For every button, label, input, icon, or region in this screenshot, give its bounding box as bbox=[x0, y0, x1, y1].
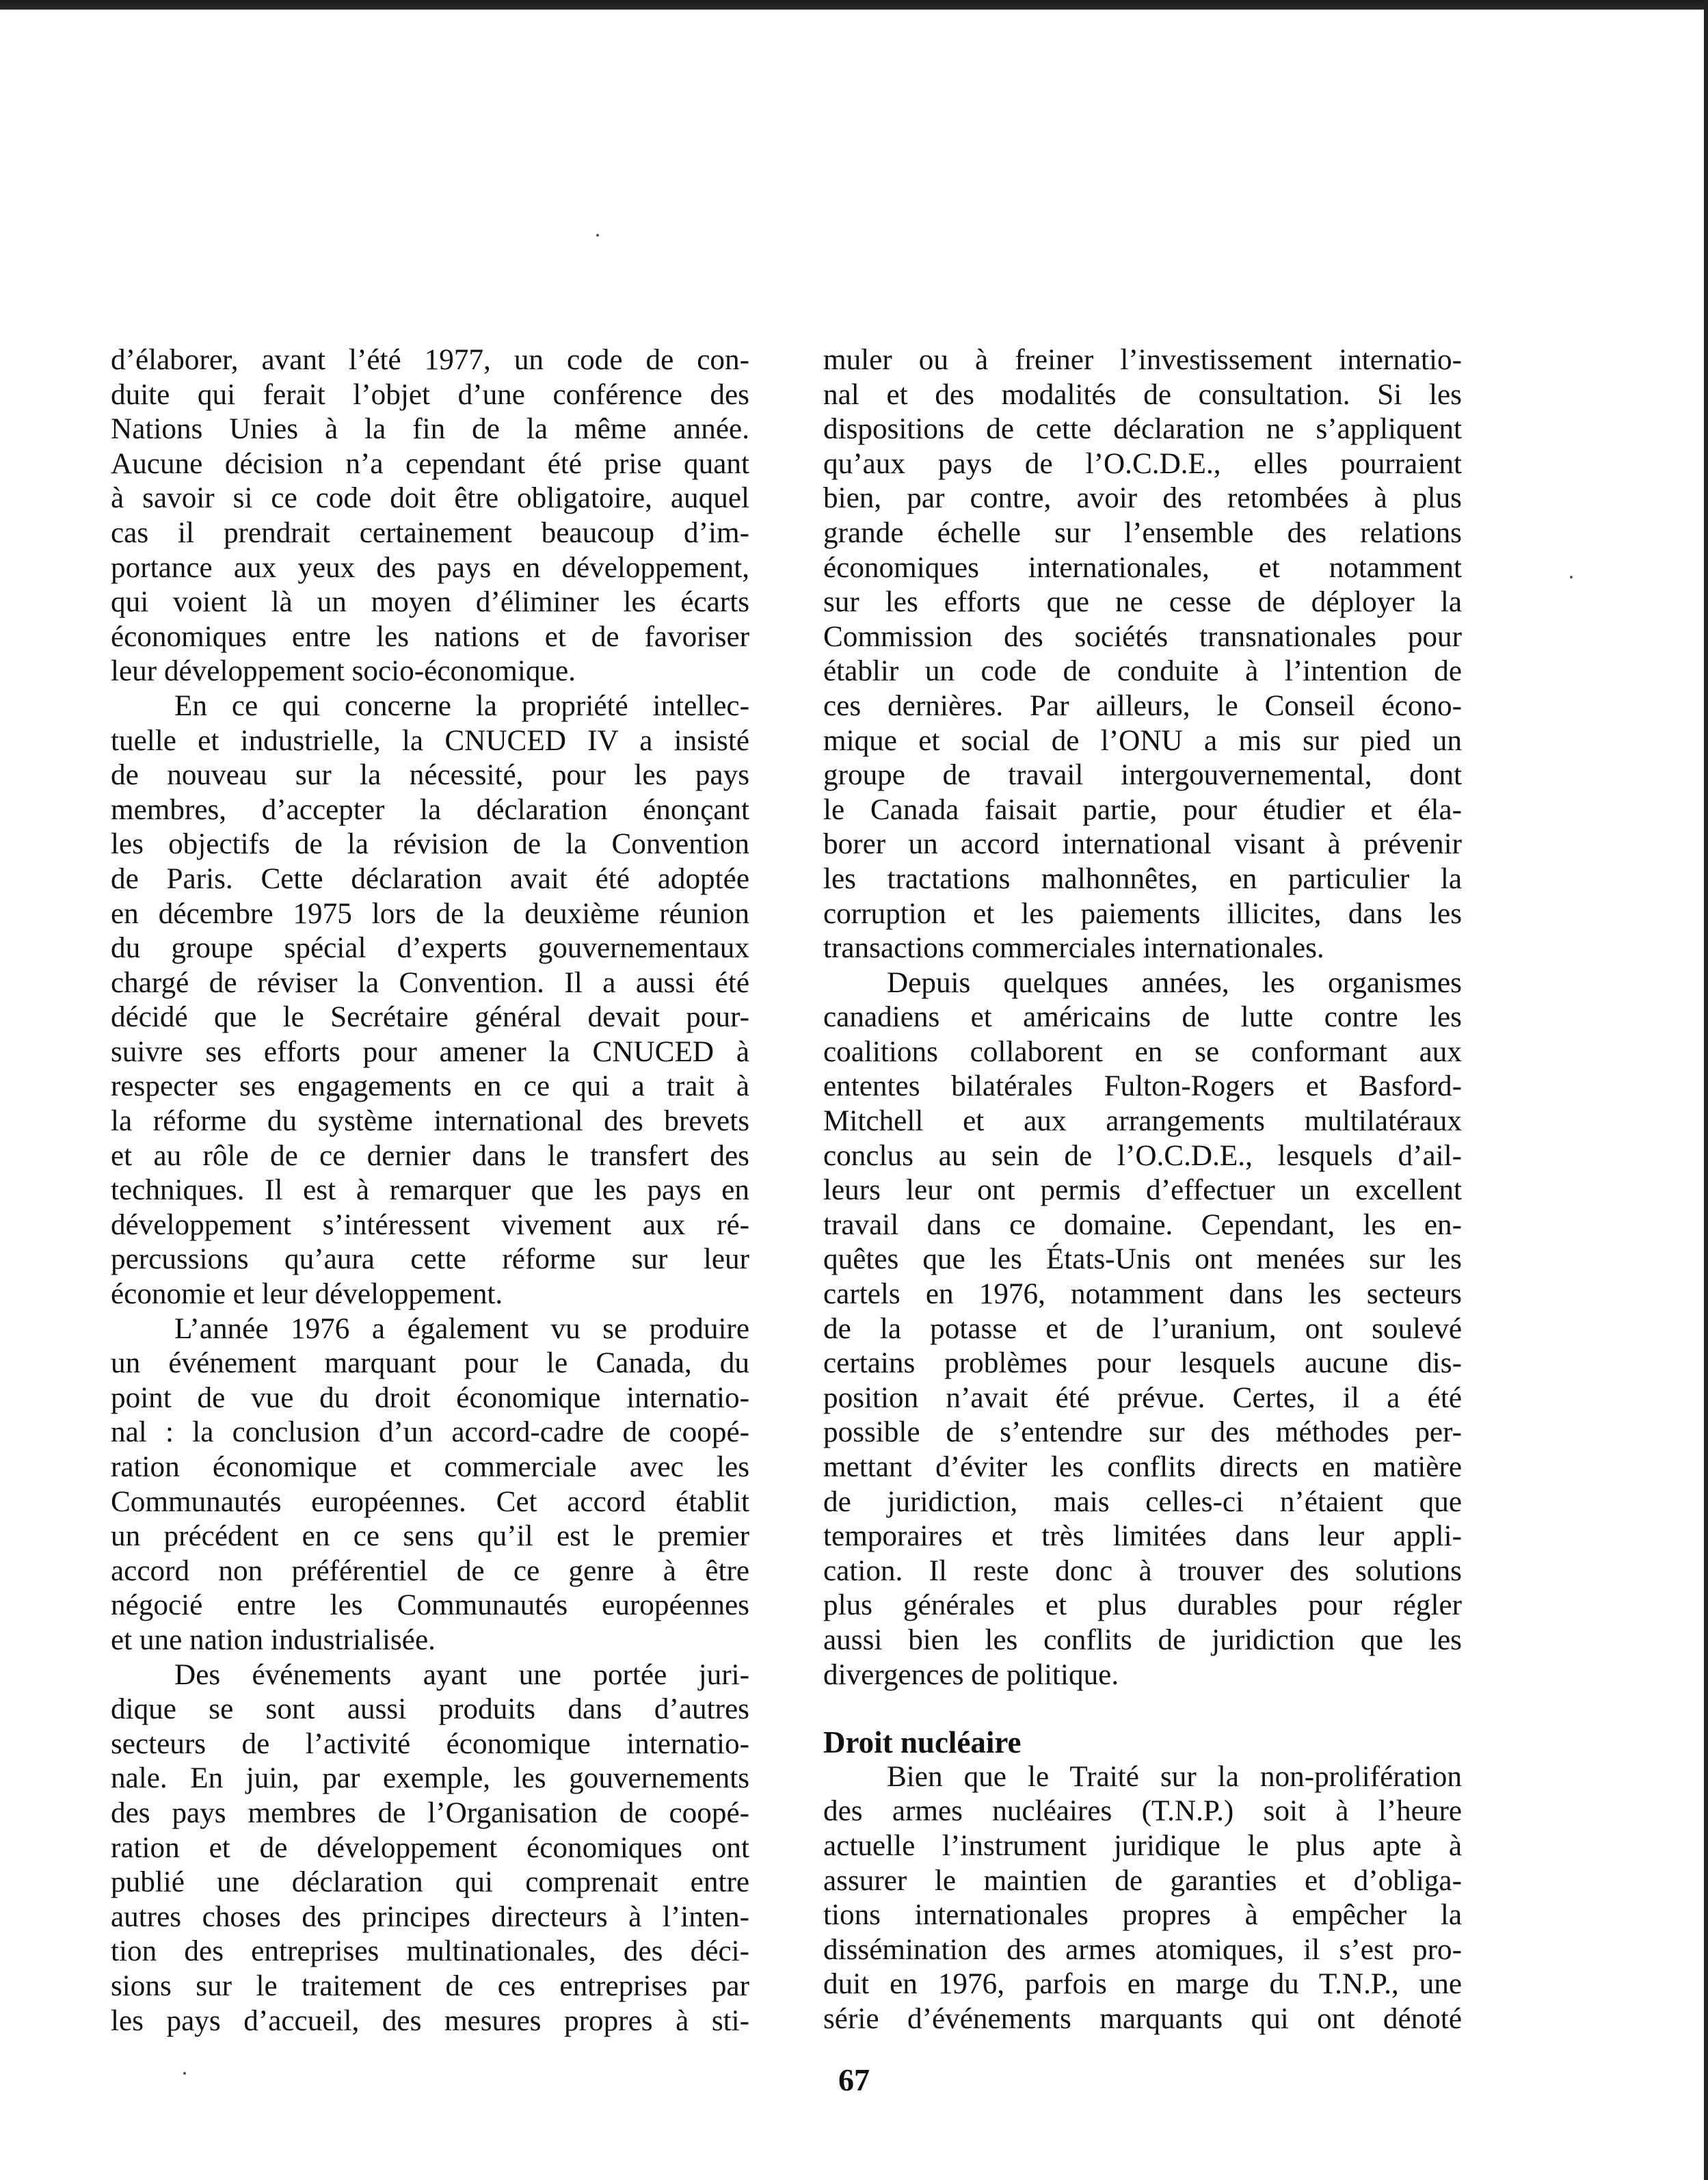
text-line: duite qui ferait l’objet d’une conférence des bbox=[111, 378, 749, 411]
text-line: nal : la conclusion d’un accord-cadre de coopé- bbox=[111, 1416, 749, 1449]
text-line: dissémination des armes atomiques, il s’est pro- bbox=[823, 1933, 1462, 1966]
text-line: d’élaborer, avant l’été 1977, un code de con- bbox=[111, 344, 749, 376]
text-line: leur développement socio-économique. bbox=[111, 655, 576, 688]
text-line: accord non préférentiel de ce genre à être bbox=[111, 1554, 749, 1587]
page-number: 67 bbox=[838, 2062, 870, 2097]
text-line: membres, d’accepter la déclaration énonçant bbox=[111, 793, 749, 826]
text-line: ration économique et commerciale avec les bbox=[111, 1451, 749, 1483]
text-line: quêtes que les États-Unis ont menées sur les bbox=[823, 1243, 1462, 1276]
right-column-part-2 bbox=[823, 1760, 1462, 2037]
text-line: du groupe spécial d’experts gouvernementaux bbox=[111, 932, 749, 965]
text-line: ces dernières. Par ailleurs, le Conseil écono- bbox=[823, 689, 1462, 722]
text-line: Bien que le Traité sur la non-prolifération bbox=[887, 1760, 1462, 1793]
text-line: certains problèmes pour lesquels aucune dis- bbox=[823, 1347, 1462, 1380]
text-line: respecter ses engagements en ce qui a trait à bbox=[111, 1070, 749, 1103]
text-line: muler ou à freiner l’investissement internatio- bbox=[823, 344, 1462, 376]
right-column bbox=[823, 343, 1462, 2037]
text-line: développement s’intéressent vivement aux ré- bbox=[111, 1208, 749, 1241]
text-line: série d’événements marquants qui ont dénoté bbox=[823, 2002, 1462, 2035]
section-heading: Droit nucléaire bbox=[823, 1725, 1022, 1760]
text-line: percussions qu’aura cette réforme sur leur bbox=[111, 1243, 749, 1276]
text-line: de la potasse et de l’uranium, ont soulevé bbox=[823, 1312, 1462, 1345]
text-line: nale. En juin, par exemple, les gouvernements bbox=[111, 1762, 749, 1795]
text-line: plus générales et plus durables pour régler bbox=[823, 1589, 1462, 1622]
text-line: économiques internationales, et notamment bbox=[823, 551, 1462, 584]
text-line: de juridiction, mais celles-ci n’étaient que bbox=[823, 1485, 1462, 1518]
text-line: qui voient là un moyen d’éliminer les écarts bbox=[111, 586, 749, 619]
scan-speck bbox=[1570, 576, 1573, 579]
text-line: sions sur le traitement de ces entreprises par bbox=[111, 1969, 749, 2002]
text-line: divergences de politique. bbox=[823, 1658, 1119, 1691]
text-line: L’année 1976 a également vu se produire bbox=[174, 1312, 749, 1345]
text-line: la réforme du système international des brevets bbox=[111, 1105, 749, 1138]
text-line: possible de s’entendre sur des méthodes per- bbox=[823, 1416, 1462, 1449]
text-line: Des événements ayant une portée juri- bbox=[174, 1658, 749, 1691]
text-line: décidé que le Secrétaire général devait pour- bbox=[111, 1001, 749, 1034]
text-line: un précédent en ce sens qu’il est le premier bbox=[111, 1520, 749, 1553]
text-line: à savoir si ce code doit être obligatoire, auquel bbox=[111, 482, 749, 515]
text-line: assurer le maintien de garanties et d’obliga- bbox=[823, 1864, 1462, 1897]
text-line: tuelle et industrielle, la CNUCED IV a insisté bbox=[111, 724, 749, 757]
text-line: actuelle l’instrument juridique le plus apte à bbox=[823, 1829, 1462, 1862]
scan-border-top bbox=[0, 0, 1708, 10]
text-line: conclus au sein de l’O.C.D.E., lesquels d’ail- bbox=[823, 1139, 1462, 1172]
text-line: publié une déclaration qui comprenait entre bbox=[111, 1866, 749, 1899]
right-column-part-1 bbox=[823, 343, 1462, 1692]
text-line: techniques. Il est à remarquer que les pays en bbox=[111, 1174, 749, 1207]
text-line: le Canada faisait partie, pour étudier et éla- bbox=[823, 793, 1462, 826]
text-line: suivre ses efforts pour amener la CNUCED à bbox=[111, 1035, 749, 1068]
text-line: travail dans ce domaine. Cependant, les en- bbox=[823, 1208, 1462, 1241]
text-line: temporaires et très limitées dans leur appli- bbox=[823, 1520, 1462, 1553]
text-line: cas il prendrait certainement beaucoup d’im- bbox=[111, 516, 749, 549]
text-line: tion des entreprises multinationales, des déci- bbox=[111, 1935, 749, 1968]
text-line: Commission des sociétés transnationales pour bbox=[823, 620, 1462, 653]
text-line: et une nation industrialisée. bbox=[111, 1623, 436, 1656]
text-line: ententes bilatérales Fulton-Rogers et Basford- bbox=[823, 1070, 1462, 1103]
text-line: dispositions de cette déclaration ne s’appliquent bbox=[823, 413, 1462, 446]
text-line: ration et de développement économiques ont bbox=[111, 1831, 749, 1864]
text-line: mique et social de l’ONU a mis sur pied un bbox=[823, 724, 1462, 757]
text-line: négocié entre les Communautés européennes bbox=[111, 1589, 749, 1622]
left-column bbox=[111, 343, 749, 2038]
text-line: Depuis quelques années, les organismes bbox=[887, 966, 1462, 999]
text-line: qu’aux pays de l’O.C.D.E., elles pourraient bbox=[823, 447, 1462, 480]
text-line: aussi bien les conflits de juridiction que les bbox=[823, 1623, 1462, 1656]
text-line: tions internationales propres à empêcher la bbox=[823, 1899, 1462, 1932]
text-line: chargé de réviser la Convention. Il a aussi été bbox=[111, 966, 749, 999]
text-line: secteurs de l’activité économique internatio- bbox=[111, 1727, 749, 1760]
text-line: économiques entre les nations et de favoriser bbox=[111, 620, 749, 653]
text-line: Communautés européennes. Cet accord établit bbox=[111, 1485, 749, 1518]
section-gap bbox=[823, 1692, 1462, 1725]
text-line: les pays d’accueil, des mesures propres à sti- bbox=[111, 2004, 749, 2037]
text-line: de Paris. Cette déclaration avait été adoptée bbox=[111, 862, 749, 895]
text-line: les objectifs de la révision de la Convention bbox=[111, 828, 749, 861]
text-line: Nations Unies à la fin de la même année. bbox=[111, 413, 749, 446]
text-line: dique se sont aussi produits dans d’autres bbox=[111, 1693, 749, 1726]
text-line: les tractations malhonnêtes, en particulier la bbox=[823, 862, 1462, 895]
text-line: économie et leur développement. bbox=[111, 1278, 503, 1311]
text-line: autres choses des principes directeurs à l’inten- bbox=[111, 1900, 749, 1933]
text-line: établir un code de conduite à l’intention de bbox=[823, 655, 1462, 688]
text-line: sur les efforts que ne cesse de déployer la bbox=[823, 586, 1462, 619]
text-line: coalitions collaborent en se conformant aux bbox=[823, 1035, 1462, 1068]
scan-border-right bbox=[1704, 0, 1708, 2180]
text-line: corruption et les paiements illicites, dans les bbox=[823, 897, 1462, 930]
text-line: nal et des modalités de consultation. Si les bbox=[823, 378, 1462, 411]
text-line: des armes nucléaires (T.N.P.) soit à l’heure bbox=[823, 1795, 1462, 1828]
text-line: duit en 1976, parfois en marge du T.N.P., une bbox=[823, 1968, 1462, 2001]
text-line: Aucune décision n’a cependant été prise quant bbox=[111, 447, 749, 480]
text-line: Mitchell et aux arrangements multilatéraux bbox=[823, 1105, 1462, 1138]
text-line: un événement marquant pour le Canada, du bbox=[111, 1347, 749, 1380]
text-line: grande échelle sur l’ensemble des relations bbox=[823, 516, 1462, 549]
text-line: cation. Il reste donc à trouver des solutions bbox=[823, 1554, 1462, 1587]
text-line: cartels en 1976, notamment dans les secteurs bbox=[823, 1278, 1462, 1311]
text-line: transactions commerciales internationales. bbox=[823, 932, 1324, 965]
text-line: groupe de travail intergouvernemental, dont bbox=[823, 759, 1462, 792]
text-line: canadiens et américains de lutte contre les bbox=[823, 1001, 1462, 1034]
text-line: position n’avait été prévue. Certes, il a été bbox=[823, 1381, 1462, 1414]
text-line: borer un accord international visant à prévenir bbox=[823, 828, 1462, 861]
text-line: bien, par contre, avoir des retombées à plus bbox=[823, 482, 1462, 515]
text-line: leurs leur ont permis d’effectuer un excellent bbox=[823, 1174, 1462, 1207]
text-line: mettant d’éviter les conflits directs en matière bbox=[823, 1451, 1462, 1483]
text-line: en décembre 1975 lors de la deuxième réunion bbox=[111, 897, 749, 930]
text-line: et au rôle de ce dernier dans le transfert des bbox=[111, 1139, 749, 1172]
scan-speck bbox=[596, 234, 599, 237]
text-line: portance aux yeux des pays en développement, bbox=[111, 551, 749, 584]
text-line: de nouveau sur la nécessité, pour les pays bbox=[111, 759, 749, 792]
text-line: des pays membres de l’Organisation de coopé- bbox=[111, 1796, 749, 1829]
text-line: En ce qui concerne la propriété intellec- bbox=[174, 689, 749, 722]
text-line: point de vue du droit économique internatio- bbox=[111, 1381, 749, 1414]
